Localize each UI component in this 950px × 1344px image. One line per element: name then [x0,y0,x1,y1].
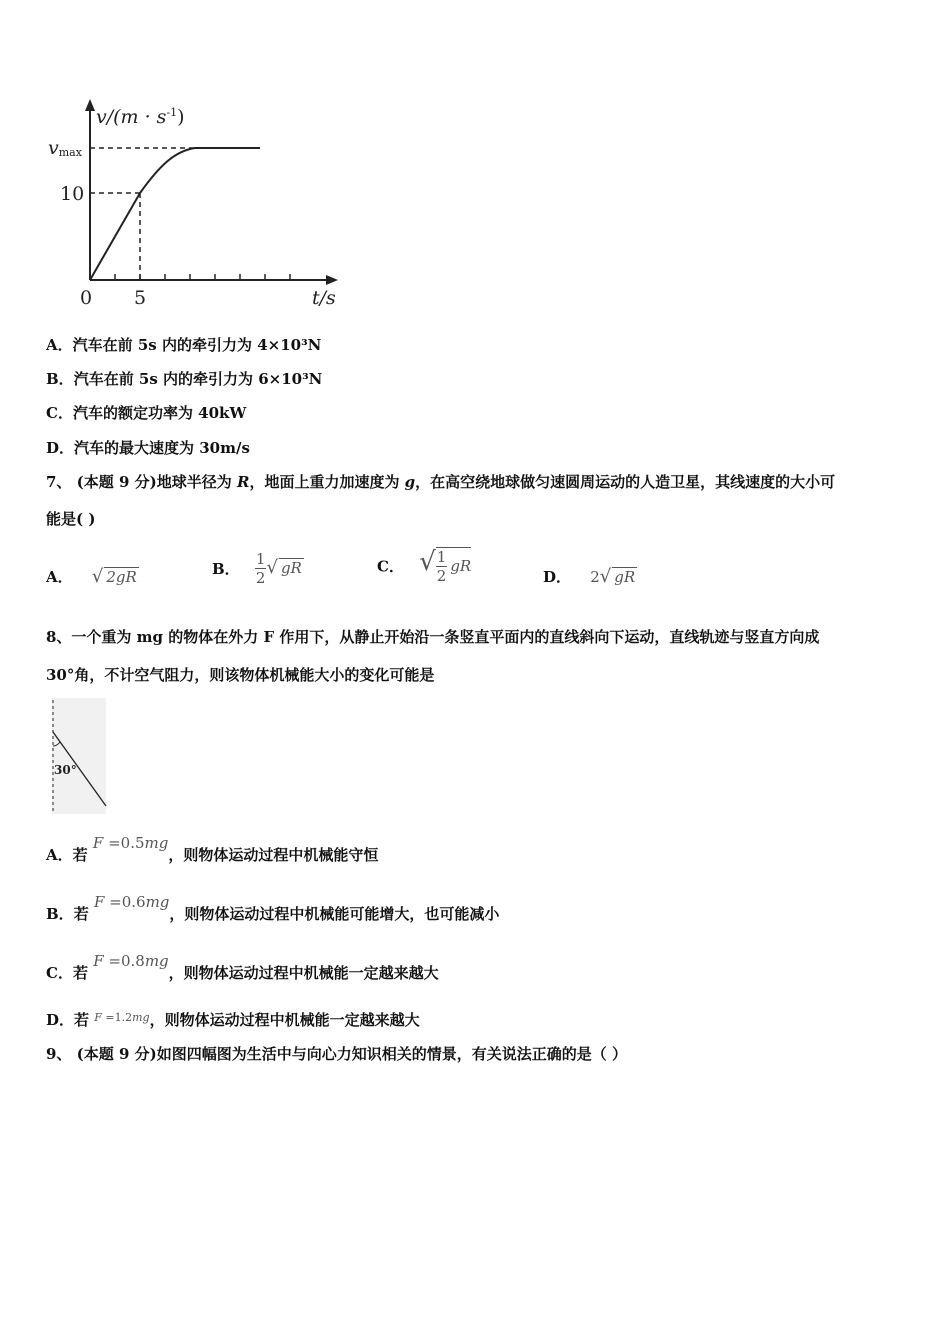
option-letter: A． [46,336,73,354]
option-text: 汽车在前 5s 内的牵引力为 6×10³N [73,370,323,388]
radicand: gR [450,556,472,575]
q8-option-b: B．若 F =0.6mg，则物体运动过程中机械能可能增大，也可能减小 [46,893,500,923]
x-axis-label: t/s [312,287,336,309]
option-text: ，则物体运动过程中机械能守恒 [168,846,379,864]
option-text: 汽车的额定功率为 40kW [72,404,247,422]
y-axis-arrow [85,99,95,111]
x-tick-0: 0 [80,287,93,309]
option-text: 汽车的最大速度为 30m/s [74,439,250,457]
option-text: ，则物体运动过程中机械能一定越来越大 [149,1011,420,1029]
q7-option-a: A． √ 2gR [46,566,137,587]
x-tick-5: 5 [134,287,147,309]
radicand: gR [614,568,636,586]
q7-stem-line2: 能是( ) [46,510,96,528]
option-text: ，则物体运动过程中机械能可能增大，也可能减小 [169,905,500,923]
q7-stem-line1: 7、 (本题 9 分)地球半径为 R，地面上重力加速度为 g，在高空绕地球做匀速圆周运动的人造卫星，其线速度的大小可 [46,473,836,491]
q6-option-b [46,369,322,389]
option-letter: A． [46,846,73,864]
q7-option-c: C． √ $\frac{1}{2}$ gR [377,547,472,585]
q7-option-d: D． 2√ gR [543,566,636,587]
q8-option-d: D．若 $^{F =1.2mg}$，则物体运动过程中机械能一定越来越大 [46,1011,420,1029]
option-letter: B． [46,370,74,388]
q8-stem-line2: 30°角，不计空气阻力，则该物体机械能大小的变化可能是 [46,666,435,684]
option-letter: C． [377,557,404,576]
q6-option-c [46,403,246,423]
incline-angle-figure [46,698,110,816]
vmax-label: vmax [48,137,82,159]
angle-label: 30° [54,763,77,777]
velocity-time-graph [40,95,350,315]
option-letter: C． [46,964,73,982]
radicand: 2gR [106,568,137,586]
option-text: ，则物体运动过程中机械能一定越来越大 [168,964,439,982]
option-letter: B． [46,905,74,923]
option-letter: C． [46,404,73,422]
option-letter: A． [46,568,73,586]
q8-option-c: C．若 F =0.8mg，则物体运动过程中机械能一定越来越大 [46,952,439,982]
q8-option-a: A．若 F =0.5mg，则物体运动过程中机械能守恒 [46,834,379,864]
q8-stem-line1: 8、一个重为 mg 的物体在外力 F 作用下，从静止开始沿一条竖直平面内的直线斜向下运动，直线轨迹与竖直方向成 [46,628,820,646]
option-letter: B． [212,560,240,578]
q7-option-b: B． $\frac{1}{2}$ √ gR [212,550,302,587]
option-letter: D． [46,1011,75,1029]
option-letter: D． [46,439,75,457]
q9-stem: 9、 (本题 9 分)如图四幅图为生活中与向心力知识相关的情景，有关说法正确的是（ ） [46,1045,627,1063]
q6-option-a [46,335,321,355]
y-axis-label: $v/(m \cdot s^{-1})$ [96,106,185,128]
x-axis-arrow [326,275,338,285]
radicand: gR [280,558,302,577]
option-text: 汽车在前 5s 内的牵引力为 4×10³N [72,336,322,354]
q6-option-d [46,438,250,458]
velocity-curve [90,148,260,280]
y-tick-10: 10 [60,183,85,205]
option-letter: D． [543,568,572,586]
